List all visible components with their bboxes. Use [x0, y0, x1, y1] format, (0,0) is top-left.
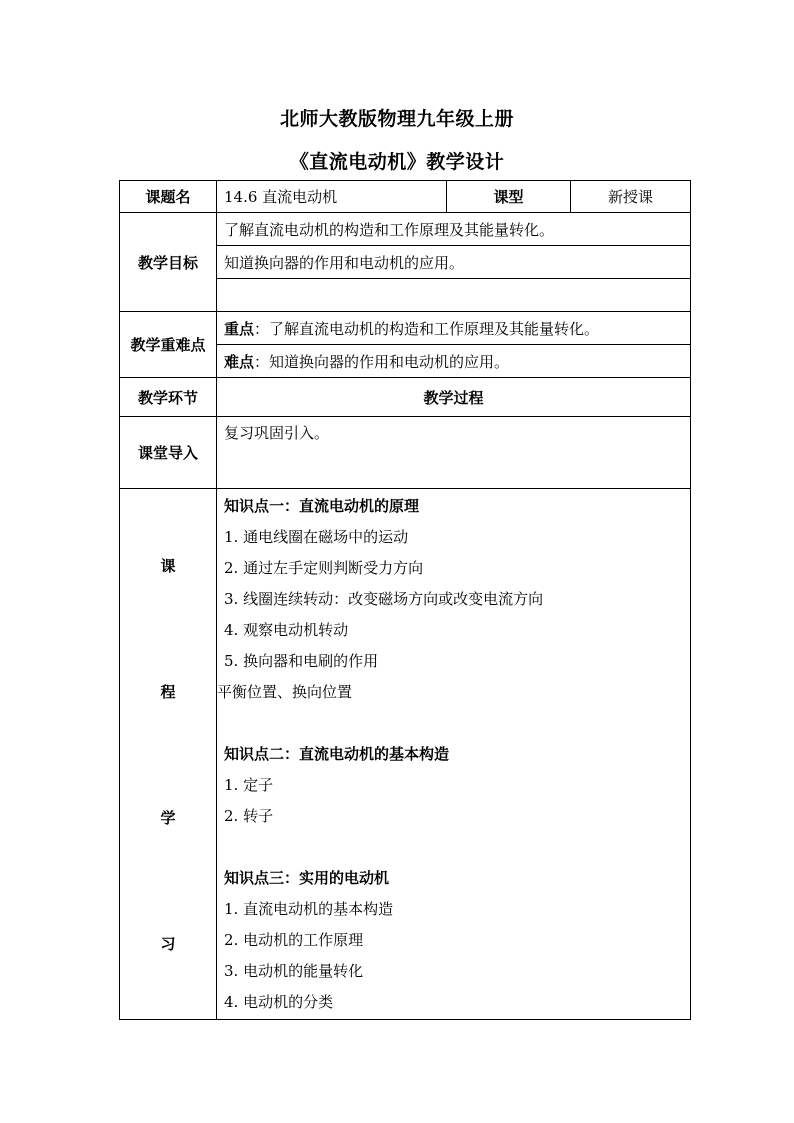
knowledge-point-3-title: 知识点三：实用的电动机 [224, 869, 390, 887]
process-header-row [120, 378, 691, 417]
goal-item: 了解直流电动机的构造和工作原理及其能量转化。 [217, 213, 691, 246]
topic-row [120, 181, 691, 213]
key-point-cell [217, 312, 691, 345]
list-item: 4. 电动机的分类 [224, 993, 334, 1011]
goals-label: 教学目标 [120, 213, 217, 312]
knowledge-point-1-note: 平衡位置、换向位置 [217, 683, 353, 701]
key-point-prefix: 重点 [224, 319, 255, 338]
document-subtitle: 《直流电动机》教学设计 [289, 151, 505, 173]
list-item: 2. 通过左手定则判断受力方向 [224, 559, 424, 577]
key-points-label: 教学重难点 [120, 312, 217, 378]
learning-row [120, 489, 691, 1020]
list-item: 5. 换向器和电刷的作用 [224, 652, 379, 670]
lesson-type-label: 课型 [447, 181, 571, 213]
spacer [224, 832, 690, 863]
list-item: 1. 通电线圈在磁场中的运动 [224, 528, 409, 546]
learning-label-char: 习 [160, 934, 176, 953]
list-item: 2. 转子 [224, 807, 274, 825]
difficulty-cell [217, 345, 691, 378]
process-header: 教学过程 [217, 378, 691, 417]
learning-label-char: 课 [160, 556, 176, 575]
topic-value: 14.6 直流电动机 [217, 181, 447, 213]
learning-content [217, 489, 691, 1020]
knowledge-point-1-title: 知识点一：直流电动机的原理 [224, 497, 420, 515]
list-item: 3. 线圈连续转动：改变磁场方向或改变电流方向 [224, 590, 544, 608]
intro-text: 复习巩固引入。 [217, 417, 691, 489]
spacer [224, 708, 690, 739]
list-item: 1. 直流电动机的基本构造 [224, 900, 394, 918]
intro-row [120, 417, 691, 489]
list-item: 1. 定子 [224, 776, 274, 794]
list-item: 3. 电动机的能量转化 [224, 962, 364, 980]
learning-label [120, 489, 217, 1020]
goal-item: 知道换向器的作用和电动机的应用。 [217, 246, 691, 279]
lesson-type-value: 新授课 [571, 181, 691, 213]
lesson-plan-table [119, 180, 691, 1020]
key-point-row [120, 312, 691, 345]
knowledge-point-2-title: 知识点二：直流电动机的基本构造 [224, 745, 450, 763]
goals-row-1 [120, 213, 691, 246]
stage-header: 教学环节 [120, 378, 217, 417]
list-item: 4. 观察电动机转动 [224, 621, 349, 639]
intro-label: 课堂导入 [120, 417, 217, 489]
key-point-text: ：了解直流电动机的构造和工作原理及其能量转化。 [254, 319, 600, 338]
learning-label-char: 程 [160, 682, 176, 701]
document-title: 北师大教版物理九年级上册 [279, 108, 514, 130]
goal-item [217, 279, 691, 312]
learning-label-char: 学 [160, 808, 176, 827]
difficulty-text: ：知道换向器的作用和电动机的应用。 [254, 352, 510, 371]
difficulty-prefix: 难点 [224, 352, 255, 371]
topic-label: 课题名 [120, 181, 217, 213]
list-item: 2. 电动机的工作原理 [224, 931, 364, 949]
